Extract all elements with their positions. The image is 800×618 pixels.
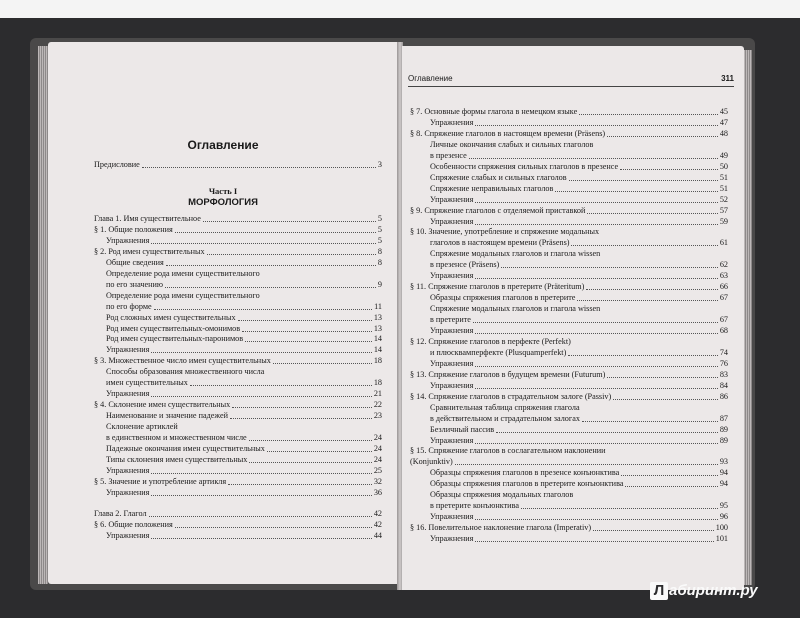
toc-entry-page: 63 — [719, 271, 728, 281]
toc-entry-page: 61 — [719, 238, 728, 248]
toc-entry-page: 42 — [373, 508, 382, 518]
leader-dots — [242, 331, 372, 332]
toc-entry-title: Упражнения — [430, 216, 474, 226]
toc-entry-title: § 16. Повелительное наклонение глагола (Imperativ) — [410, 523, 592, 533]
leader-dots — [475, 202, 717, 203]
toc-entry-title: Безличный пассив — [430, 424, 495, 434]
part-label: Часть I — [208, 186, 238, 196]
header-rule — [408, 86, 734, 87]
toc-entry-page: 84 — [719, 380, 728, 390]
toc-entry — [106, 236, 382, 246]
toc-entry-page: 48 — [719, 128, 728, 138]
leader-dots — [151, 352, 371, 353]
toc-entry-page: 24 — [373, 454, 382, 464]
toc-entry-title: § 8. Спряжение глаголов в настоящем времени (Präsens) — [410, 128, 606, 138]
toc-entry-title: Определение рода имени существительного — [106, 290, 260, 300]
toc-entry-page: 94 — [719, 479, 728, 489]
toc-entry-title: в презенсе (Präsens) — [430, 260, 500, 270]
toc-entry — [430, 238, 728, 248]
toc-entry-title: § 7. Основные формы глагола в немецком языке — [410, 107, 578, 116]
toc-entry-page: 45 — [719, 107, 728, 116]
toc-entry-title: Род имен существительных-паронимов — [106, 334, 244, 344]
toc-entry — [430, 348, 728, 358]
toc-entry-title: Упражнения — [106, 487, 150, 497]
leader-dots — [501, 267, 718, 268]
toc-entry — [430, 479, 728, 489]
toc-entry — [430, 304, 728, 314]
leader-dots — [625, 486, 717, 487]
toc-entry-page: 18 — [373, 356, 382, 366]
toc-entry-page: 14 — [373, 334, 382, 344]
leader-dots — [154, 309, 372, 310]
leader-dots — [582, 421, 718, 422]
leader-dots — [571, 245, 717, 246]
leader-dots — [151, 396, 371, 397]
toc-entry — [430, 260, 728, 270]
toc-entry — [410, 282, 728, 292]
toc-entry-title: Падежные окончания имен существительных — [106, 443, 265, 453]
toc-heading: Оглавление — [187, 138, 259, 152]
toc-entry-page: 21 — [373, 389, 382, 399]
toc-entry-title: Упражнения — [106, 530, 150, 540]
toc-entry-page: 32 — [373, 476, 382, 486]
toc-entry — [430, 534, 728, 544]
toc-entry-title: Спряжение неправильных глаголов — [430, 183, 554, 193]
leader-dots — [151, 243, 376, 244]
leader-dots — [151, 473, 371, 474]
toc-entry-title: Род имен существительных-омонимов — [106, 323, 241, 333]
toc-entry-title: Род сложных имен существительных — [106, 312, 236, 322]
toc-entry-page: 100 — [715, 523, 728, 533]
toc-entry — [410, 392, 728, 402]
toc-entry-page: 5 — [377, 214, 382, 223]
toc-entry-page: 95 — [719, 501, 728, 511]
toc-entry-page: 59 — [719, 216, 728, 226]
toc-entry-title: § 3. Множественное число имен существительных — [94, 356, 271, 366]
toc-entry-title: § 13. Спряжение глаголов в будущем времени (Futurum) — [410, 369, 606, 379]
toc-entry-page: 13 — [373, 323, 382, 333]
leader-dots — [232, 407, 372, 408]
toc-entry — [106, 531, 382, 541]
toc-entry — [430, 151, 728, 161]
toc-entry-page: 66 — [719, 282, 728, 292]
toc-entry-title: в действительном и страдательном залогах — [430, 413, 580, 423]
toc-entry — [430, 184, 728, 194]
toc-entry-title: Упражнения — [430, 380, 474, 390]
leader-dots — [607, 377, 718, 378]
toc-entry — [410, 337, 728, 347]
toc-entry-page: 24 — [373, 443, 382, 453]
toc-entry — [106, 345, 382, 355]
leader-dots — [579, 114, 718, 115]
toc-entry-page: 86 — [719, 391, 728, 401]
toc-entry — [410, 107, 728, 117]
toc-entry — [94, 400, 382, 410]
toc-entry-page: 8 — [377, 246, 382, 256]
toc-entry-page: 51 — [719, 172, 728, 182]
toc-entry-page: 9 — [377, 279, 382, 289]
toc-entry-page: 94 — [719, 468, 728, 478]
toc-entry-title: Упражнения — [430, 194, 474, 204]
toc-entry — [430, 173, 728, 183]
leader-dots — [175, 527, 372, 528]
toc-entry-title: в претерите конъюнктива — [430, 501, 519, 511]
leader-dots — [469, 158, 718, 159]
leader-dots — [230, 418, 372, 419]
toc-entry-title: Упражнения — [430, 358, 474, 368]
preface-label: Предисловие — [94, 160, 140, 169]
toc-entry-title: § 10. Значение, употребление и спряжение модальных — [410, 227, 600, 237]
leader-dots — [249, 440, 372, 441]
toc-entry-title: § 15. Спряжение глаголов в сослагательном наклонении — [410, 446, 606, 456]
toc-entry-page: 76 — [719, 358, 728, 368]
toc-entry — [430, 140, 728, 150]
left-page — [48, 42, 398, 584]
leader-dots — [607, 136, 718, 137]
leader-dots — [475, 333, 717, 334]
toc-entry — [94, 214, 382, 224]
toc-entry-title: Способы образования множественного числа — [106, 367, 265, 377]
leader-dots — [475, 443, 717, 444]
watermark-logo: Л — [650, 582, 668, 600]
toc-entry-page: 14 — [373, 345, 382, 355]
toc-entry-title: Образцы спряжения глаголов в претерите — [430, 293, 576, 303]
leader-dots — [473, 322, 718, 323]
toc-entry-page: 57 — [719, 205, 728, 215]
leader-dots — [475, 388, 717, 389]
toc-entry — [430, 118, 728, 128]
toc-entry — [430, 359, 728, 369]
part-title: МОРФОЛОГИЯ — [188, 197, 258, 208]
preface-page: 3 — [377, 160, 382, 169]
toc-entry-title: Глава 1. Имя существительное — [94, 214, 201, 223]
leader-dots — [142, 167, 376, 168]
page-number: 311 — [721, 74, 734, 83]
toc-entry-page: 5 — [377, 224, 382, 234]
toc-entry-title: Особенности спряжения сильных глаголов в презенсе — [430, 161, 619, 171]
toc-entry-title: Общие сведения — [106, 257, 164, 267]
leader-dots — [166, 265, 376, 266]
toc-entry — [106, 444, 382, 454]
toc-entry — [106, 269, 382, 279]
toc-entry-title: Склонение артиклей — [106, 422, 178, 432]
toc-entry — [106, 258, 382, 268]
leader-dots — [555, 191, 717, 192]
page-edges-left — [38, 46, 48, 584]
toc-entry — [430, 501, 728, 511]
toc-entry-title: Упражнения — [430, 117, 474, 127]
toc-entry — [430, 162, 728, 172]
toc-entry — [94, 225, 382, 235]
toc-entry-page: 36 — [373, 487, 382, 497]
toc-entry — [430, 436, 728, 446]
toc-entry-title: Упражнения — [430, 512, 474, 522]
leader-dots — [273, 363, 372, 364]
leader-dots — [521, 508, 718, 509]
toc-entry-title: по его значению — [106, 279, 164, 289]
toc-entry-title: по его форме — [106, 301, 152, 311]
running-head-title: Оглавление — [408, 74, 453, 83]
toc-entry — [94, 477, 382, 487]
leader-dots — [621, 475, 718, 476]
toc-entry-page: 89 — [719, 424, 728, 434]
toc-entry-title: § 11. Спряжение глаголов в претерите (Präteritum) — [410, 282, 585, 292]
watermark-text: абиринт.ру — [669, 582, 758, 599]
toc-entry — [430, 490, 728, 500]
toc-entry-title: в претерите — [430, 315, 471, 325]
toc-entry-page: 8 — [377, 257, 382, 267]
toc-entry-page: 23 — [373, 411, 382, 421]
toc-entry-title: (Konjunktiv) — [410, 457, 453, 467]
toc-entry-title: Типы склонения имен существительных — [106, 454, 248, 464]
toc-entry-page: 18 — [373, 378, 382, 388]
toc-entry — [430, 403, 728, 413]
toc-entry-page: 42 — [373, 519, 382, 529]
toc-entry-page: 5 — [377, 235, 382, 245]
toc-entry-title: § 2. Род имен существительных — [94, 246, 205, 256]
leader-dots — [475, 224, 717, 225]
toc-entry-title: Спряжение слабых и сильных глаголов — [430, 172, 567, 182]
toc-entry — [94, 509, 382, 519]
leader-dots — [475, 366, 717, 367]
toc-entry — [410, 523, 728, 533]
toc-entry-title: Упражнения — [430, 435, 474, 445]
toc-entry — [106, 302, 382, 312]
leader-dots — [475, 125, 717, 126]
toc-entry-page: 24 — [373, 433, 382, 442]
toc-entry — [106, 313, 382, 323]
leader-dots — [267, 451, 372, 452]
toc-entry — [106, 389, 382, 399]
toc-entry-page: 67 — [719, 293, 728, 303]
toc-entry-title: § 4. Склонение имен существительных — [94, 400, 231, 410]
leader-dots — [613, 399, 718, 400]
toc-entry-page: 83 — [719, 369, 728, 379]
toc-entry — [430, 217, 728, 227]
leader-dots — [249, 462, 371, 463]
toc-entry — [106, 455, 382, 465]
leader-dots — [151, 538, 371, 539]
leader-dots — [569, 180, 718, 181]
toc-entry-title: Упражнения — [106, 465, 150, 475]
toc-entry-page: 67 — [719, 315, 728, 325]
running-head — [408, 74, 734, 83]
toc-entry-title: имен существительных — [106, 378, 188, 388]
toc-entry — [430, 271, 728, 281]
toc-entry-title: Сравнительная таблица спряжения глагола — [430, 402, 580, 412]
toc-entry — [430, 249, 728, 259]
toc-entry-title: Упражнения — [106, 235, 150, 245]
toc-entry — [106, 280, 382, 290]
toc-entry — [430, 468, 728, 478]
leader-dots — [455, 464, 718, 465]
toc-entry-title: Упражнения — [430, 534, 474, 544]
toc-entry-title: § 1. Общие положения — [94, 224, 173, 234]
toc-entry — [106, 422, 382, 432]
toc-entry — [430, 425, 728, 435]
toc-entry-page: 93 — [719, 457, 728, 467]
toc-entry-page: 101 — [715, 534, 728, 544]
toc-entry-page: 68 — [719, 326, 728, 335]
toc-entry-page: 13 — [373, 312, 382, 322]
toc-entry-title: Личные окончания слабых и сильных глаголов — [430, 139, 594, 149]
toc-entry — [430, 381, 728, 391]
preface-line — [94, 160, 382, 170]
toc-entry — [410, 206, 728, 216]
toc-entry-title: § 6. Общие положения — [94, 519, 173, 529]
toc-entry-page: 50 — [719, 161, 728, 171]
toc-entry-page: 11 — [374, 301, 382, 311]
leader-dots — [586, 289, 717, 290]
toc-entry-page: 49 — [719, 150, 728, 160]
toc-entry-title: Упражнения — [106, 345, 150, 355]
toc-entry — [106, 466, 382, 476]
toc-entry — [430, 315, 728, 325]
toc-entry-page: 52 — [719, 194, 728, 204]
toc-entry-page: 44 — [373, 530, 382, 540]
toc-entry — [430, 512, 728, 522]
right-page — [402, 46, 744, 590]
toc-entry — [410, 446, 728, 456]
toc-entry-page: 74 — [719, 347, 728, 357]
toc-entry-title: Образцы спряжения глаголов в претерите конъюнктива — [430, 479, 624, 489]
leader-dots — [190, 385, 372, 386]
toc-entry-title: Упражнения — [106, 389, 150, 399]
toc-entry-title: § 12. Спряжение глаголов в перфекте (Perfekt) — [410, 336, 571, 346]
watermark — [650, 582, 758, 600]
page-edges-right — [744, 50, 752, 585]
toc-entry-title: Спряжение модальных глаголов и глагола wissen — [430, 249, 601, 259]
leader-dots — [620, 169, 718, 170]
leader-dots — [475, 278, 717, 279]
leader-dots — [207, 254, 376, 255]
leader-dots — [203, 221, 376, 222]
toc-entry — [430, 195, 728, 205]
toc-entry-title: и плюсквамперфекте (Plusquamperfekt) — [430, 347, 567, 357]
toc-entry-title: в презенсе — [430, 150, 467, 160]
toc-entry-title: § 9. Спряжение глаголов с отделяемой приставкой — [410, 205, 586, 215]
background-band — [0, 0, 800, 18]
leader-dots — [228, 484, 372, 485]
leader-dots — [151, 495, 371, 496]
toc-entry — [106, 324, 382, 334]
toc-entry — [106, 334, 382, 344]
toc-entry — [106, 291, 382, 301]
toc-entry-title: Образцы спряжения модальных глаголов — [430, 490, 574, 500]
toc-entry-page: 22 — [373, 400, 382, 410]
leader-dots — [149, 516, 372, 517]
toc-entry-title: Упражнения — [430, 326, 474, 335]
leader-dots — [593, 530, 714, 531]
leader-dots — [238, 320, 372, 321]
toc-entry-page: 89 — [719, 435, 728, 445]
leader-dots — [568, 355, 718, 356]
toc-entry — [94, 247, 382, 257]
leader-dots — [475, 541, 713, 542]
toc-entry — [430, 293, 728, 303]
toc-entry-title: в единственном и множественном числе — [106, 433, 247, 442]
toc-entry — [410, 227, 728, 237]
toc-entry-title: Наименование и значение падежей — [106, 411, 228, 421]
toc-entry-title: Образцы спряжения глаголов в презенсе конъюнктива — [430, 468, 620, 478]
toc-entry-page: 51 — [719, 183, 728, 193]
toc-entry-title: Упражнения — [430, 271, 474, 281]
toc-entry — [106, 367, 382, 377]
toc-entry — [430, 414, 728, 424]
toc-entry-title: глаголов в настоящем времени (Präsens) — [430, 238, 570, 248]
toc-entry-title: Определение рода имени существительного — [106, 268, 260, 278]
toc-entry-page: 25 — [373, 465, 382, 475]
toc-entry-title: § 14. Спряжение глаголов в страдательном залоге (Passiv) — [410, 391, 612, 401]
toc-entry-title: § 5. Значение и употребление артикля — [94, 476, 227, 486]
toc-entry — [410, 129, 728, 139]
toc-entry — [94, 520, 382, 530]
leader-dots — [587, 213, 717, 214]
leader-dots — [245, 341, 372, 342]
leader-dots — [475, 519, 717, 520]
toc-entry — [430, 326, 728, 336]
toc-entry — [106, 411, 382, 421]
toc-entry — [106, 378, 382, 388]
toc-entry-page: 87 — [719, 413, 728, 423]
toc-entry — [106, 488, 382, 498]
leader-dots — [577, 300, 717, 301]
toc-entry — [410, 457, 728, 467]
toc-entry-page: 96 — [719, 512, 728, 522]
leader-dots — [175, 232, 376, 233]
toc-entry — [410, 370, 728, 380]
toc-entry-page: 47 — [719, 117, 728, 127]
toc-entry-title: Глава 2. Глагол — [94, 508, 147, 518]
toc-entry-title: Спряжение модальных глаголов и глагола wissen — [430, 304, 601, 314]
toc-entry — [106, 433, 382, 443]
toc-entry-page: 62 — [719, 260, 728, 270]
toc-entry — [94, 356, 382, 366]
leader-dots — [165, 287, 376, 288]
leader-dots — [496, 432, 718, 433]
